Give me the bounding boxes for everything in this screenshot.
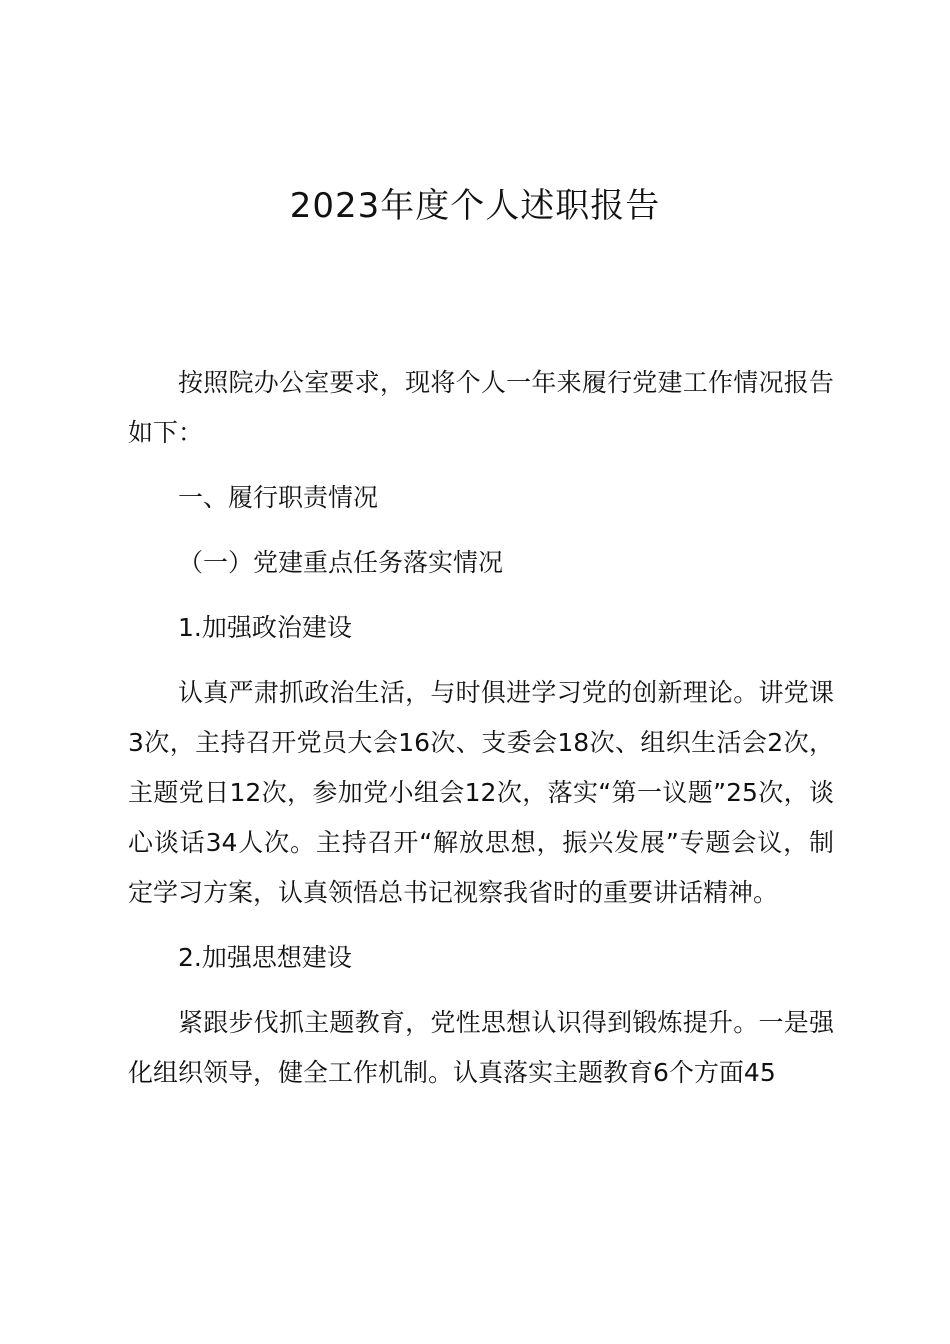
section-heading-duties: 一、履行职责情况 bbox=[178, 483, 379, 512]
item-heading-ideological: 2.加强思想建设 bbox=[178, 943, 352, 972]
intro-paragraph: 按照院办公室要求，现将个人一年来履行党建工作情况报告如下： bbox=[128, 368, 834, 447]
document-title: 2023年度个人述职报告 bbox=[289, 186, 661, 226]
subsection-heading-party-tasks: （一）党建重点任务落实情况 bbox=[178, 548, 504, 577]
ideological-paragraph: 紧跟步伐抓主题教育，党性思想认识得到锻炼提升。一是强化组织领导，健全工作机制。认真落实主题教育6个方面45 bbox=[128, 1008, 834, 1087]
document-body bbox=[128, 358, 834, 1113]
item-heading-political: 1.加强政治建设 bbox=[178, 613, 352, 642]
political-paragraph: 认真严肃抓政治生活，与时俱进学习党的创新理论。讲党课3次，主持召开党员大会16次、支委会18次、组织生活会2次，主题党日12次，参加党小组会12次，落实“第一议题”25次，谈心谈话34人次。主持召开“解放思想，振兴发展”专题会议，制定学习方案，认真领悟总书记视察我省时的重要讲话精神。 bbox=[128, 678, 834, 907]
